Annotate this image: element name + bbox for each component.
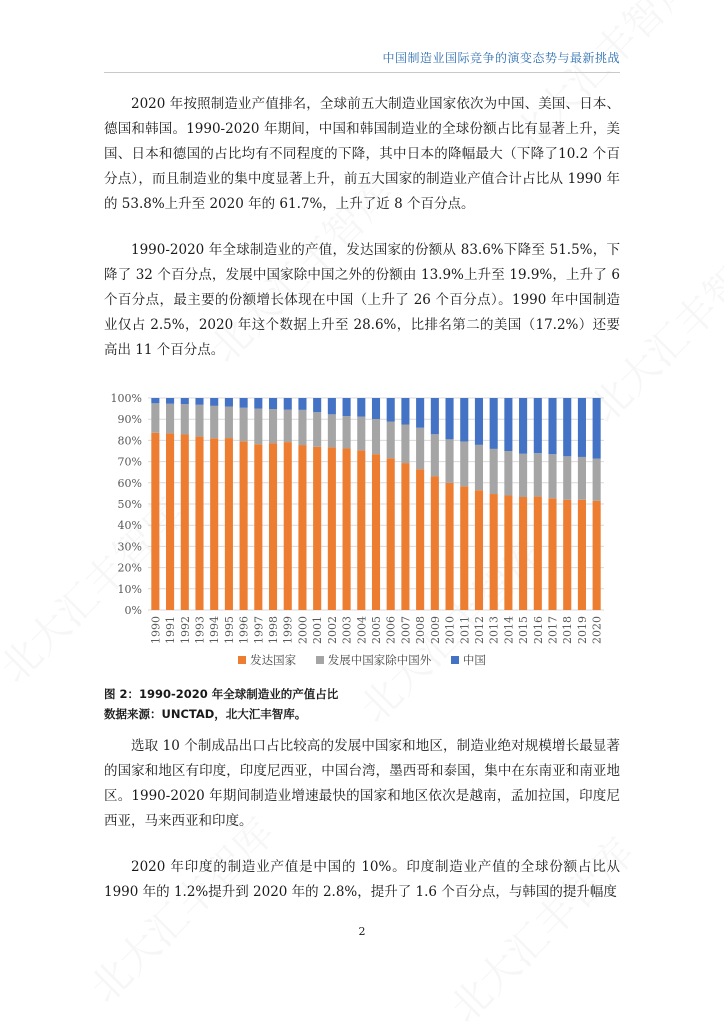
bar-segment [313,398,321,412]
x-tick-label: 2008 [414,616,428,644]
x-tick-label: 2010 [443,616,457,644]
bar-segment [166,404,174,434]
bar-segment [284,410,292,442]
chart-legend [0,652,724,668]
x-tick-label: 1993 [193,616,207,644]
bar-segment [372,398,380,419]
bar-segment [372,419,380,454]
bar-segment [313,447,321,610]
bar-segment [210,406,218,438]
paragraph: 2020 年按照制造业产值排名，全球前五大制造业国家依次为中国、美国、日本、德国和韩国。1990-2020 年期间，中国和韩国制造业的全球份额占比有显著上升，美国、日本和德国的占比均有不同程度的下降，其中日本的降幅最大（下降了10.2 个百分点），而且制造业的集中度显著上升，前五大国家的制造业产值合计占比从 1990 年的 53.8%上升至 2020 年的 61.7%，上升了近 8 个百分点。 [104,96,620,212]
x-tick-label: 1994 [208,616,222,644]
bar-segment [431,434,439,476]
bar-segment [593,501,601,610]
bar-segment [240,398,248,408]
x-tick-label: 2006 [384,616,398,644]
bar-segment [387,398,395,422]
bar-segment [490,449,498,494]
paragraph: 选取 10 个制成品出口占比较高的发展中国家和地区，制造业绝对规模增长最显著的国家和地区有印度，印度尼西亚，中国台湾，墨西哥和泰国，集中在东南亚和南亚地区。1990-2020 年期间制造业增速最快的国家和地区依次是越南，孟加拉国，印度尼西亚，马来西亚和印度。 [104,738,620,829]
bar-segment [387,422,395,459]
x-tick-label: 1990 [149,616,163,644]
bar-segment [534,398,542,453]
y-tick-label: 30% [117,540,142,554]
bar-segment [195,405,203,437]
bar-segment [519,398,527,454]
y-tick-label: 60% [117,476,142,490]
x-tick-label: 1999 [281,616,295,644]
page-number: 2 [358,925,366,938]
x-tick-label: 2003 [340,616,354,644]
bar-segment [313,412,321,447]
y-tick-label: 70% [117,455,142,469]
legend-label: 发达国家 [250,653,297,667]
bar-segment [328,398,336,414]
x-tick-label: 2009 [428,616,442,644]
legend-label: 发展中国家除中国外 [327,653,432,667]
bar-segment [372,454,380,610]
stacked-bar-chart [104,388,620,684]
x-tick-label: 2001 [311,616,325,644]
bar-segment [446,483,454,610]
bar-segment [181,434,189,610]
bar-segment [431,476,439,610]
bar-segment [578,457,586,500]
x-tick-label: 2007 [399,616,413,644]
bar-segment [298,445,306,610]
bar-segment [446,398,454,439]
bar-segment [269,443,277,610]
bar-segment [548,454,556,498]
x-tick-label: 2002 [325,616,339,644]
legend-item-developed [238,652,296,668]
bar-segment [254,444,262,610]
bar-segment [166,398,174,404]
x-tick-label: 2015 [517,616,531,644]
bar-segment [446,439,454,482]
bar-segment [534,453,542,496]
bar-segment [284,398,292,410]
bar-segment [225,438,233,610]
paragraph: 1990-2020 年全球制造业的产值，发达国家的份额从 83.6%下降至 51.5%，下降了 32 个百分点，发展中国家除中国之外的份额由 13.9%上升至 19.9%，上升了 6 个百分点，最主要的份额增长体现在中国（上升了 26 个百分点）。1990 年中国制造业仅占 2.5%，2020 年这个数据上升至 28.6%，比排名第二的美国（17.2%）还要高出 11 个百分点。 [104,242,620,358]
bar-segment [298,410,306,445]
bar-segment [357,417,365,451]
bar-segment [151,403,159,432]
bar-segment [504,451,512,496]
bar-segment [504,496,512,610]
x-tick-label: 1998 [267,616,281,644]
x-tick-label: 1992 [178,616,192,644]
bar-segment [460,398,468,441]
bar-segment [240,441,248,610]
y-tick-label: 40% [117,519,142,533]
bar-segment [593,398,601,459]
bar-segment [210,398,218,406]
bar-segment [431,398,439,434]
bar-segment [328,414,336,447]
x-tick-label: 2017 [546,616,560,644]
x-tick-label: 1996 [237,616,251,644]
bar-segment [181,404,189,434]
bar-segment [416,398,424,428]
bar-segment [254,398,262,409]
bar-segment [254,409,262,445]
bar-segment [416,428,424,470]
figure-caption: 图 2：1990-2020 年全球制造业的产值占比 [104,687,339,701]
y-tick-label: 100% [110,392,142,405]
bar-segment [563,398,571,456]
x-tick-label: 2018 [561,616,575,644]
bar-segment [504,398,512,451]
bar-segment [475,398,483,445]
legend-label: 中国 [462,653,486,667]
bar-segment [460,441,468,486]
bar-segment [593,459,601,501]
y-tick-label: 20% [117,561,142,575]
x-tick-label: 2014 [502,616,516,644]
legend-swatch [316,656,324,664]
bar-segment [563,456,571,499]
bar-segment [357,450,365,610]
bar-segment [151,433,159,610]
x-tick-label: 2016 [531,616,545,644]
running-header: 中国制造业国际竞争的演变态势与最新挑战 [382,51,620,65]
x-tick-label: 2012 [472,616,486,644]
bar-segment [328,447,336,610]
bar-segment [343,398,351,416]
bar-segment [548,398,556,454]
chart-svg [104,388,620,684]
bar-segment [284,442,292,610]
bar-segment [490,398,498,449]
x-tick-label: 2019 [575,616,589,644]
bar-segment [269,409,277,443]
bar-segment [181,398,189,404]
x-tick-label: 2005 [370,616,383,644]
bar-segment [519,454,527,497]
bar-segment [534,497,542,610]
bar-segment [269,398,277,409]
y-tick-label: 90% [117,413,142,427]
x-tick-label: 2004 [355,616,369,644]
figure-source: 数据来源：UNCTAD，北大汇丰智库。 [104,707,307,721]
x-tick-label: 2013 [487,616,501,644]
legend-swatch [238,656,246,664]
x-tick-label: 2011 [458,616,472,644]
bar-segment [563,500,571,610]
bar-segment [401,398,409,425]
bar-segment [225,406,233,438]
bar-segment [519,497,527,610]
bar-segment [578,500,586,610]
y-tick-label: 50% [117,498,142,511]
bar-segment [195,398,203,405]
bar-segment [475,490,483,610]
bar-segment [195,437,203,610]
bar-segment [225,398,233,406]
bar-segment [401,463,409,610]
bar-segment [416,469,424,610]
bar-segment [343,448,351,610]
bar-segment [475,445,483,490]
y-tick-label: 80% [117,434,142,448]
bar-segment [387,458,395,610]
bar-segment [401,425,409,464]
watermark [75,803,285,1013]
bar-segment [298,398,306,410]
x-tick-label: 1995 [222,616,236,644]
y-tick-label: 10% [117,582,142,596]
header-rule [104,72,620,73]
legend-item-developing-excl-china [316,652,432,668]
bar-segment [151,398,159,403]
x-tick-label: 1997 [252,616,266,644]
bar-segment [166,433,174,610]
bar-segment [357,398,365,417]
bar-segment [490,494,498,610]
bar-segment [210,438,218,610]
bar-segment [460,486,468,610]
bar-segment [343,416,351,448]
x-tick-label: 1991 [164,616,178,644]
paragraph: 2020 年印度的制造业产值是中国的 10%。印度制造业产值的全球份额占比从 1990 年的 1.2%提升到 2020 年的 2.8%，提升了 1.6 个百分点，与韩国的提升幅度 [104,859,620,900]
bar-segment [578,398,586,457]
legend-item-china [451,652,486,668]
y-tick-label: 0% [124,604,142,617]
x-tick-label: 2020 [590,616,604,644]
x-tick-label: 2000 [296,616,310,644]
legend-swatch [451,656,459,664]
bar-segment [548,498,556,610]
bar-segment [240,408,248,441]
